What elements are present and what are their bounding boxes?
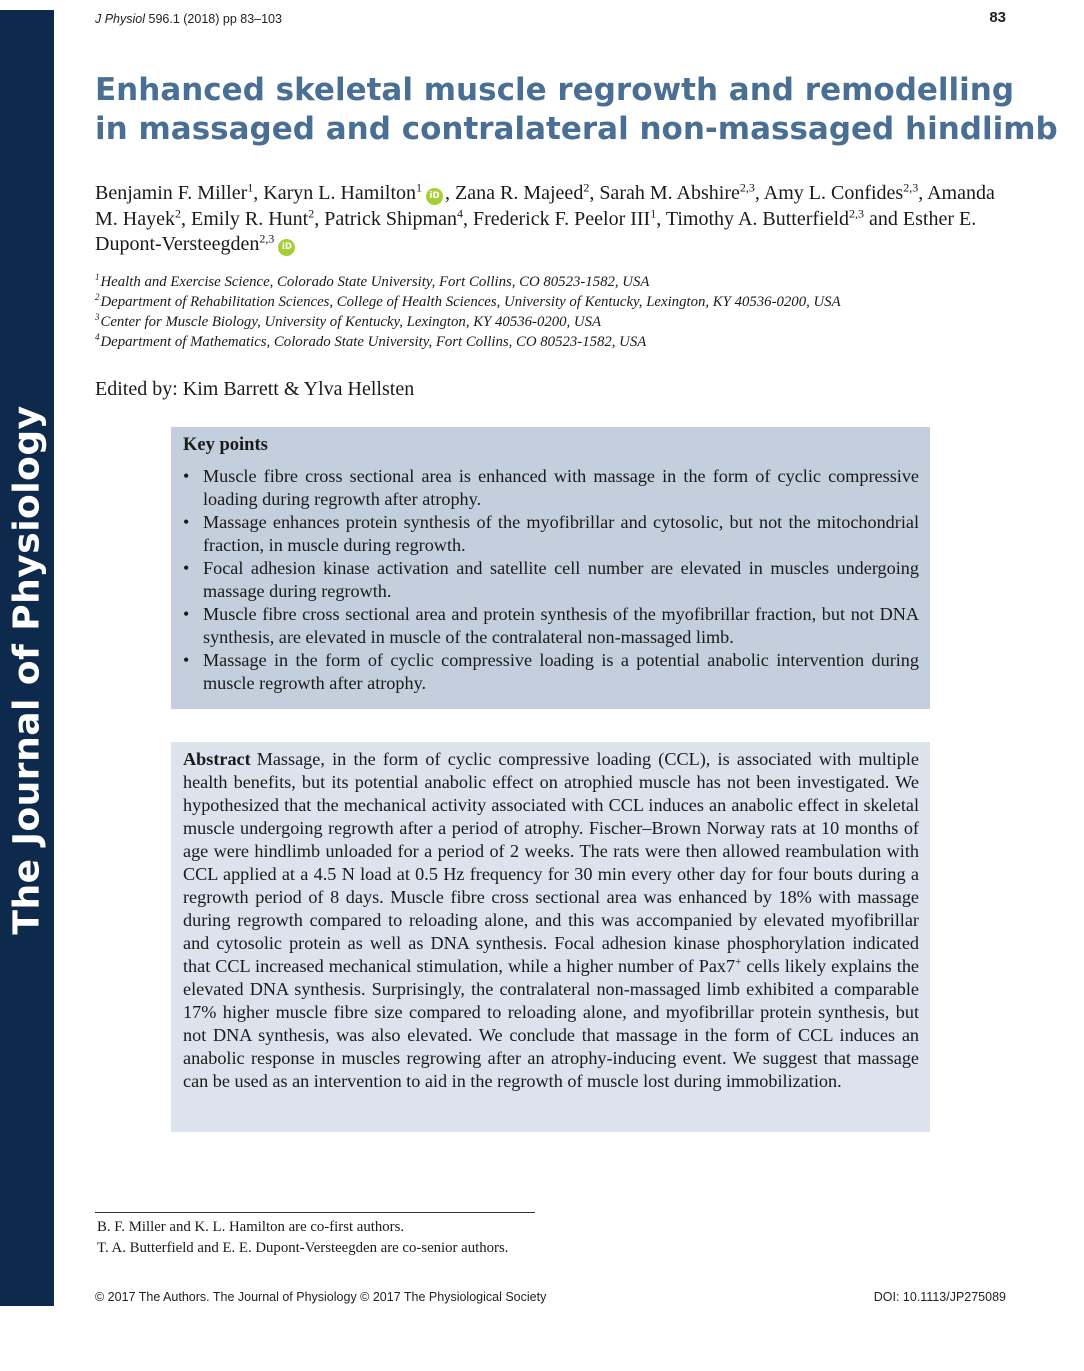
- journal-abbrev: J Physiol: [95, 12, 146, 26]
- author-name: Benjamin F. Miller: [95, 182, 248, 204]
- affiliation-text: Department of Mathematics, Colorado State University, Fort Collins, CO 80523-1582, USA: [100, 334, 647, 350]
- author-affiliation-sup: 2,3: [849, 205, 865, 220]
- key-point-item: • Muscle fibre cross sectional area and protein synthesis of the myofibrillar fraction, but not DNA synthesis, are elevated in muscle of the contralateral non-massaged limb.: [183, 603, 919, 649]
- journal-sidebar: [0, 10, 54, 1306]
- affiliation-text: Center for Muscle Biology, University of Kentucky, Lexington, KY 40536-0200, USA: [100, 314, 602, 330]
- author-separator: ,: [180, 207, 191, 230]
- author-affiliation-sup: 4: [456, 205, 463, 220]
- author-affiliation-sup: 1: [416, 180, 423, 195]
- author-separator: ,: [918, 182, 928, 204]
- author-separator: ,: [656, 207, 666, 230]
- orcid-icon[interactable]: iD: [278, 239, 295, 256]
- author-name: Patrick Shipman: [324, 207, 457, 230]
- author-affiliation-sup: 2: [583, 180, 590, 195]
- doi-link[interactable]: DOI: 10.1113/JP275089: [873, 1290, 1006, 1304]
- abstract-superscript: +: [735, 955, 742, 968]
- author-name: Frederick F. Peelor III: [472, 207, 651, 230]
- edited-by: Edited by: Kim Barrett & Ylva Hellsten: [95, 378, 415, 400]
- abstract-label: Abstract: [183, 749, 251, 769]
- affiliation-number: 2: [95, 292, 100, 303]
- author-affiliation-sup: 2: [174, 205, 181, 220]
- orcid-icon[interactable]: iD: [426, 188, 443, 205]
- affiliation-item: [95, 292, 1015, 312]
- affiliation-item: [95, 312, 1015, 332]
- key-points-list: [183, 465, 919, 695]
- affiliation-text: Department of Rehabilitation Sciences, College of Health Sciences, University of Kentucky, Lexington, KY 40536-0200, USA: [100, 294, 841, 310]
- author-list: [95, 181, 1015, 258]
- footnote-co-first: B. F. Miller and K. L. Hamilton are co-first authors.: [97, 1219, 405, 1235]
- author-separator: ,: [754, 182, 764, 204]
- author-affiliation-sup: 2,3: [739, 180, 755, 195]
- abstract-body-part-2: cells likely explains the elevated DNA synthesis. Surprisingly, the contralateral non-massaged limb exhibited a comparable 17% higher muscle fibre size compared to reloading alone, and myofibrillar protein synthesis, but not DNA synthesis, was also elevated. We conclude that massage in the form of CCL induces an anabolic response in muscles regrowing after an atrophy-inducing event. We suggest that massage can be used as an intervention to aid in the regrowth of muscle lost during immobilization.: [183, 956, 920, 1091]
- author-affiliation-sup: 2,3: [259, 231, 275, 246]
- author-name: Emily R. Hunt: [190, 207, 309, 230]
- affiliation-list: [95, 272, 1015, 352]
- author-separator: ,: [589, 182, 600, 204]
- running-head: [95, 12, 282, 26]
- journal-sidebar-name: The Journal of Physiology: [6, 405, 48, 935]
- author-name: Amanda M. Hayek: [95, 182, 995, 230]
- author-separator: ,: [253, 182, 264, 204]
- author-name: and Esther E. Dupont-Versteegden: [95, 207, 977, 255]
- abstract-box: [171, 742, 930, 1132]
- author-name: Karyn L. Hamilton: [263, 182, 417, 204]
- copyright-notice: © 2017 The Authors. The Journal of Physiology © 2017 The Physiological Society: [95, 1290, 547, 1304]
- author-affiliation-sup: 1: [650, 205, 657, 220]
- affiliation-number: 3: [95, 312, 100, 323]
- author-affiliation-sup: 2: [308, 205, 315, 220]
- abstract-text: [183, 748, 919, 1093]
- affiliation-text: Health and Exercise Science, Colorado State University, Fort Collins, CO 80523-1582, USA: [100, 274, 650, 290]
- author-name: Amy L. Confides: [763, 182, 904, 204]
- citation-details: 596.1 (2018) pp 83–103: [148, 12, 282, 26]
- article-title: [95, 71, 1058, 149]
- footnotes: [97, 1217, 508, 1259]
- author-separator: ,: [462, 207, 473, 230]
- article-title-line-2: in massaged and contralateral non-massaged hindlimb: [95, 111, 1058, 147]
- footnote-divider: [95, 1212, 535, 1213]
- abstract-body-part-1: Massage, in the form of cyclic compressive loading (CCL), is associated with multiple health benefits, but its potential anabolic effect on atrophied muscle has not been investigated. We hypothesized that the mechanical activity associated with CCL induces an anabolic effect in skeletal muscle undergoing regrowth after a period of atrophy. Fischer–Brown Norway rats at 10 months of age were hindlimb unloaded for a period of 2 weeks. The rats were then allowed reambulation with CCL applied at a 4.5 N load at 0.5 Hz frequency for 30 min every other day for four bouts during a regrowth period of 8 days. Muscle fibre cross sectional area was enhanced by 18% with massage during regrowth compared to reloading alone, and this was accompanied by elevated myofibrillar and cytosolic protein as well as DNA synthesis. Focal adhesion kinase phosphorylation indicated that CCL increased mechanical stimulation, while a higher number of Pax7: [183, 749, 919, 976]
- affiliation-number: 4: [95, 332, 100, 343]
- affiliation-number: 1: [95, 272, 100, 283]
- author-name: Sarah M. Abshire: [599, 182, 740, 204]
- page-number: 83: [989, 9, 1006, 26]
- key-point-item: • Focal adhesion kinase activation and satellite cell number are elevated in muscles undergoing massage during regrowth.: [183, 557, 919, 603]
- article-title-line-1: Enhanced skeletal muscle regrowth and remodelling: [95, 72, 1015, 108]
- author-separator: ,: [445, 182, 456, 204]
- footnote-co-senior: T. A. Butterfield and E. E. Dupont-Versteegden are co-senior authors.: [97, 1240, 509, 1256]
- key-point-item: • Massage in the form of cyclic compressive loading is a potential anabolic intervention during muscle regrowth after atrophy.: [183, 649, 919, 695]
- author-affiliation-sup: 1: [247, 180, 254, 195]
- key-points-heading: Key points: [183, 435, 268, 455]
- affiliation-item: [95, 332, 1015, 352]
- author-separator: ,: [314, 207, 325, 230]
- key-point-item: • Massage enhances protein synthesis of the myofibrillar and cytosolic, but not the mitochondrial fraction, in muscle during regrowth.: [183, 511, 919, 557]
- key-points-box: [171, 427, 930, 709]
- author-name: Zana R. Majeed: [455, 182, 584, 204]
- key-point-item: • Muscle fibre cross sectional area is enhanced with massage in the form of cyclic compressive loading during regrowth after atrophy.: [183, 465, 919, 511]
- affiliation-item: [95, 272, 1015, 292]
- author-name: Timothy A. Butterfield: [665, 207, 850, 230]
- author-affiliation-sup: 2,3: [903, 180, 919, 195]
